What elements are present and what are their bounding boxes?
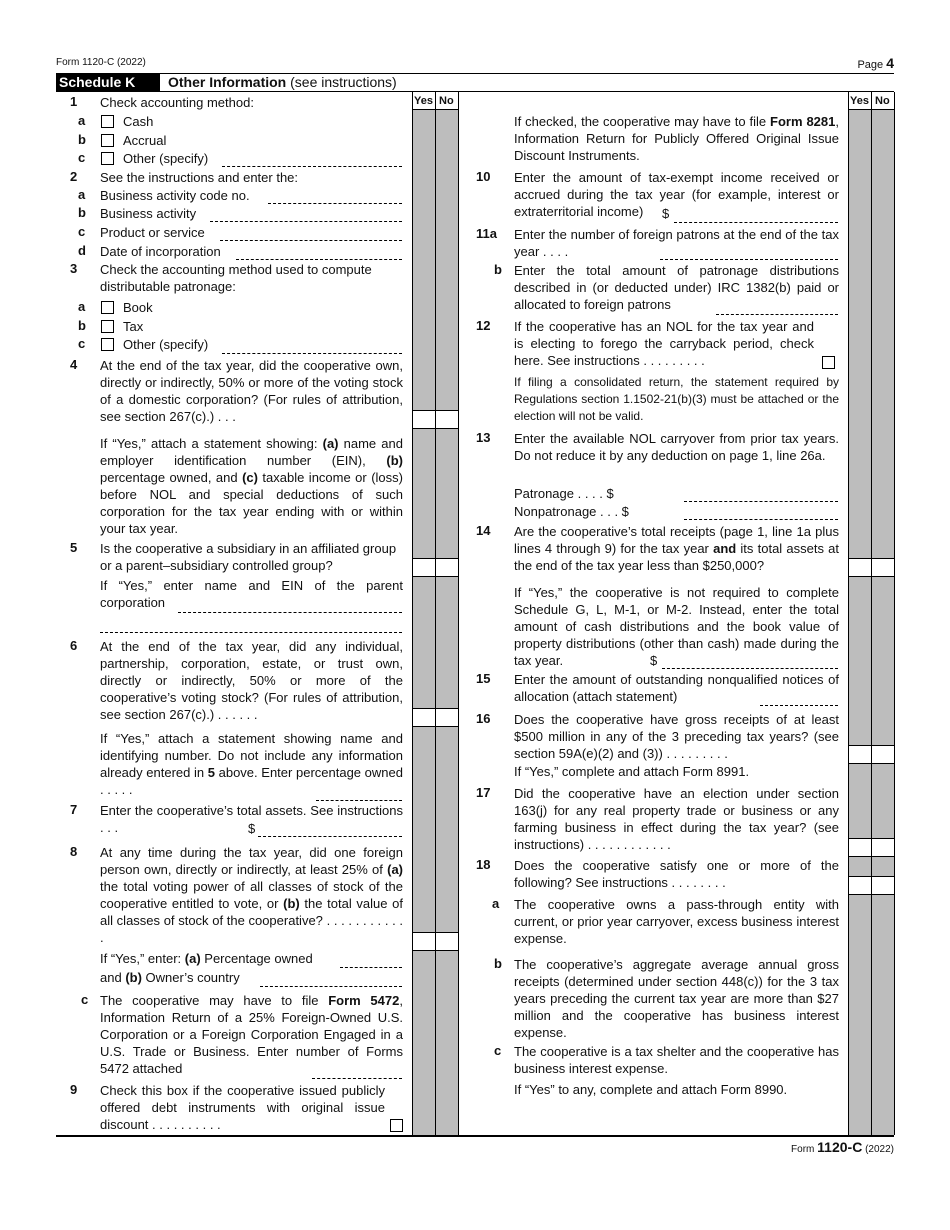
q14-text-1: Are the cooperative’s total receipts (page 1, line 1a plus lines 4 through 9) for the tax year [514, 524, 839, 556]
q8-note-b-text: Owner’s country [141, 970, 240, 985]
q2c-text: Product or service [100, 225, 205, 240]
q1b-letter: b [78, 132, 86, 147]
q8-note-pre: If “Yes,” enter: [100, 951, 185, 966]
schedule-title-rule [56, 91, 894, 92]
q8-note-and: and [100, 970, 126, 985]
q4-note-c: (c) [242, 470, 258, 485]
q1-accrual-label: Accrual [123, 133, 167, 148]
q18-text: Does the cooperative satisfy one or more of the following? See instructions . . . . . . . . [514, 858, 839, 890]
q5-yes-box[interactable] [413, 558, 435, 577]
q18a-text: The cooperative owns a pass-through entity with current, or prior year carryover, excess business interest expense. [514, 897, 839, 946]
q18c-text: The cooperative is a tax shelter and the cooperative has business interest expense. [514, 1044, 839, 1076]
q3-other-field[interactable] [222, 353, 402, 354]
q4-yes-box[interactable] [413, 410, 435, 429]
footer-year: (2022) [865, 1144, 894, 1155]
q3a-letter: a [78, 299, 86, 314]
q9-text: Check this box if the cooperative issued publicly offered debt instruments with original issue discount . . . . . . . . . . [100, 1083, 385, 1132]
q5-number: 5 [70, 540, 78, 555]
q10-number: 10 [476, 169, 491, 184]
q11a-text: Enter the number of foreign patrons at the end of the tax year . . . . [514, 227, 839, 259]
q1-text: Check accounting method: [100, 95, 254, 110]
right-no-header: No [875, 95, 890, 107]
q1a-letter: a [78, 113, 86, 128]
q18c-letter: c [494, 1043, 502, 1058]
q1-accrual-checkbox[interactable] [101, 134, 114, 147]
q10-dollar: $ [662, 206, 670, 221]
form-id: Form 1120-C (2022) [56, 57, 146, 68]
q4-note-b: (b) [386, 453, 403, 468]
schedule-title-note: (see instructions) [290, 74, 397, 90]
q5-text: Is the cooperative a subsidiary in an affiliated group or a parent–subsidiary controlled group? [100, 541, 397, 573]
q13-number: 13 [476, 430, 491, 445]
q2-text: See the instructions and enter the: [100, 170, 299, 185]
left-no-column [436, 110, 458, 1135]
q17-number: 17 [476, 785, 491, 800]
bottom-rule [56, 1135, 894, 1137]
q8-text-b: (b) [283, 896, 300, 911]
q1-other-field[interactable] [222, 166, 402, 167]
q1-other-checkbox[interactable] [101, 152, 114, 165]
q8c-form: Form 5472 [328, 993, 400, 1008]
q2d-field[interactable] [236, 259, 402, 260]
q7-text: Enter the cooperative’s total assets. See instructions . . . [100, 803, 403, 835]
q1-number: 1 [70, 94, 78, 109]
right-no-column [872, 110, 894, 1135]
q10-amount-field[interactable] [674, 222, 838, 223]
q7-dollar: $ [248, 821, 256, 836]
q9-cont-2: , Information Return for Publicly Offered Original Issue Discount Instruments. [514, 114, 839, 163]
q6-note-1: If “Yes,” attach a statement showing name and identifying number. Do not include any information already entered in [100, 731, 403, 780]
q2a-text: Business activity code no. [100, 188, 250, 203]
q4-note-a: (a) [322, 436, 339, 451]
q1-other-label: Other (specify) [123, 151, 209, 166]
q1c-letter: c [78, 150, 86, 165]
q8-note-a [100, 950, 313, 967]
q2b-text: Business activity [100, 206, 197, 221]
footer-form-word: Form [791, 1144, 815, 1155]
q8c-forms-field[interactable] [312, 1078, 402, 1079]
q8-note-a-bold: (a) [184, 951, 201, 966]
footer-form-id [791, 1139, 894, 1155]
q18-yes-box[interactable] [849, 876, 871, 895]
q3c-letter: c [78, 336, 86, 351]
q8-yes-box[interactable] [413, 932, 435, 951]
q8c-text-2: , Information Return of a 25% Foreign-Owned U.S. Corporation or a Foreign Corporation Engaged in a U.S. Trade or Business. Enter number of Forms 5472 attached [100, 993, 403, 1076]
q6-note [100, 730, 403, 798]
q18-no-box[interactable] [872, 876, 894, 895]
q8-percentage-field[interactable] [340, 967, 402, 968]
q4-note [100, 435, 403, 537]
q18-number: 18 [476, 857, 491, 872]
q2c-letter: c [78, 224, 86, 239]
q15-field[interactable] [760, 705, 838, 706]
q16-number: 16 [476, 711, 491, 726]
q14-note: If “Yes,” the cooperative is not required to complete Schedule G, L, M-1, or M-2. Instead, enter the total amount of cash distributions and the book value of property distributions (other than cash) made during the tax year. [514, 585, 839, 668]
q13-nonpatronage-field[interactable] [684, 519, 838, 520]
q6-note-2: above. Enter percentage owned . . . . . [100, 765, 403, 797]
q17-text: Did the cooperative have an election under section 163(j) for any real property trade or business or any farming business in effect during the tax year? (see instructions) . . . . . . . . . . . . [514, 786, 839, 852]
q5-parent-field-1[interactable] [178, 612, 402, 613]
q6-note-bold: 5 [207, 765, 215, 780]
q5-note: If “Yes,” enter name and EIN of the parent corporation [100, 578, 403, 610]
q16-text: Does the cooperative have gross receipts of at least $500 million in any of the 3 preceding tax years? (see section 59A(e)(2) and (3)) . . . . . . . . . [514, 712, 839, 761]
footer-form-num: 1120-C [817, 1139, 863, 1155]
q2b-field[interactable] [210, 221, 402, 222]
q6-number: 6 [70, 638, 78, 653]
q8-text-2: the total voting power of all classes of stock of the cooperative entitled to vote, or [100, 879, 403, 911]
q8-note-b [100, 969, 240, 986]
q18b-text: The cooperative’s aggregate average annual gross receipts (determined under section 448(c)) for the 3 tax years preceding the current tax year are more than $27 million and the cooperative has business interest expense. [514, 957, 839, 1040]
q16-note: If “Yes,” complete and attach Form 8991. [514, 764, 750, 779]
left-yes-header: Yes [414, 95, 433, 107]
q15-number: 15 [476, 671, 491, 686]
q14-text [514, 523, 839, 574]
q4-note-1: If “Yes,” attach a statement showing: [100, 436, 323, 451]
q2-number: 2 [70, 169, 78, 184]
q2d-letter: d [78, 243, 86, 258]
q14-number: 14 [476, 523, 491, 538]
q5-no-box[interactable] [436, 558, 458, 577]
q8-text-3: the total value of all classes of stock of the cooperative? . . . . . . . . . . . . [100, 896, 403, 945]
q4-note-4: taxable income or (loss) before NOL and special deductions of such corporation for the tax year ending with or within your tax year. [100, 470, 403, 536]
q14-amount-field[interactable] [662, 668, 838, 669]
page-number: 4 [886, 55, 894, 71]
q12-note: If filing a consolidated return, the statement required by Regulations section 1.1502-21(b)(3) must be attached or the election will not be valid. [514, 375, 839, 423]
q3-other-checkbox[interactable] [101, 338, 114, 351]
right-yes-header: Yes [850, 95, 869, 107]
q11b-letter: b [494, 262, 502, 277]
q8-text-1: At any time during the tax year, did one foreign person own, directly or indirectly, at least 25% of [100, 845, 403, 877]
q11a-field[interactable] [660, 259, 838, 260]
q6-percentage-field[interactable] [316, 800, 402, 801]
q16-no-box[interactable] [872, 745, 894, 764]
q9-cont-1: If checked, the cooperative may have to file [514, 114, 771, 129]
q3-tax-label: Tax [123, 319, 144, 334]
q8-text-a: (a) [387, 862, 403, 877]
q14-yes-box[interactable] [849, 558, 871, 577]
q8c-text-1: The cooperative may have to file [100, 993, 329, 1008]
q2a-letter: a [78, 187, 86, 202]
q3b-letter: b [78, 318, 86, 333]
q6-yes-box[interactable] [413, 708, 435, 727]
q15-text: Enter the amount of outstanding nonqualified notices of allocation (attach statement) [514, 672, 839, 704]
q12-checkbox[interactable] [822, 356, 835, 369]
q14-no-box[interactable] [872, 558, 894, 577]
q4-no-box[interactable] [436, 410, 458, 429]
schedule-title [168, 74, 397, 91]
q10-text: Enter the amount of tax-exempt income received or accrued during the tax year (for example, interest or extraterritorial income) [514, 170, 839, 219]
q1-cash-checkbox[interactable] [101, 115, 114, 128]
q5-parent-field-2[interactable] [100, 632, 402, 633]
q8-note-b-bold: (b) [125, 970, 142, 985]
q3-text-1: Check the accounting method used to compute [100, 262, 372, 277]
q8-country-field[interactable] [260, 986, 402, 987]
q6-no-box[interactable] [436, 708, 458, 727]
q4-number: 4 [70, 357, 78, 372]
q9-continued [514, 113, 839, 164]
q2b-letter: b [78, 205, 86, 220]
q3-tax-checkbox[interactable] [101, 320, 114, 333]
q13-nonpatronage: Nonpatronage . . . $ [514, 504, 629, 519]
q9-checkbox[interactable] [390, 1119, 403, 1132]
q12-text: If the cooperative has an NOL for the tax year and is electing to forego the carryback period, check here. See instructions . . . . . . . . . [514, 319, 814, 368]
q9-cont-form: Form 8281 [770, 114, 836, 129]
left-yes-column [413, 110, 435, 1135]
q14-text-2: its total assets at the end of the tax year less than $250,000? [514, 541, 840, 573]
q2d-text: Date of incorporation [100, 244, 221, 259]
q8c-letter: c [81, 992, 89, 1007]
q11b-field[interactable] [716, 314, 838, 315]
q11a-number: 11a [476, 226, 497, 241]
schedule-title-text: Other Information [168, 74, 287, 90]
q4-text: At the end of the tax year, did the cooperative own, directly or indirectly, 50% or more of the voting stock of a domestic corporation? (For rules of attribution, see section 267(c).) . . . [100, 358, 403, 424]
q4-note-2: name and employer identification number (EIN), [100, 436, 403, 468]
q14-dollar: $ [650, 653, 658, 668]
q8-no-box[interactable] [436, 932, 458, 951]
q7-assets-field[interactable] [258, 836, 402, 837]
q3-book-checkbox[interactable] [101, 301, 114, 314]
q8-note-a-text: Percentage owned [200, 951, 313, 966]
left-no-header: No [439, 95, 454, 107]
q3-text-2: distributable patronage: [100, 279, 236, 294]
q14-text-and: and [713, 541, 737, 556]
q3-other-label: Other (specify) [123, 337, 209, 352]
q13-text: Enter the available NOL carryover from prior tax years. Do not reduce it by any deduction on page 1, line 26a. [514, 431, 839, 463]
q3-number: 3 [70, 261, 78, 276]
q13-patronage-field[interactable] [684, 501, 838, 502]
q16-yes-box[interactable] [849, 745, 871, 764]
q4-note-3: percentage owned, and [100, 470, 243, 485]
q8-text [100, 844, 403, 946]
q11b-text: Enter the total amount of patronage distributions described in (or deducted under) IRC 1382(b) paid or allocated to foreign patrons [514, 263, 839, 312]
right-yes-column [849, 110, 871, 1135]
q8c-text [100, 992, 403, 1077]
q17-yes-box[interactable] [849, 838, 871, 857]
q17-no-box[interactable] [872, 838, 894, 857]
q18a-letter: a [492, 896, 500, 911]
q6-text: At the end of the tax year, did any individual, partnership, corporation, estate, or trust own, directly or indirectly, 50% or more of the cooperative’s voting stock? (For rules of attribution, see section 267(c).) . . . . . . [100, 639, 403, 722]
q1-cash-label: Cash [123, 114, 154, 129]
q12-number: 12 [476, 318, 491, 333]
q18-note: If “Yes” to any, complete and attach Form 8990. [514, 1082, 788, 1097]
q2c-field[interactable] [220, 240, 402, 241]
q13-patronage: Patronage . . . . $ [514, 486, 614, 501]
q8-number: 8 [70, 844, 78, 859]
q3-book-label: Book [123, 300, 153, 315]
page-indicator [857, 55, 894, 71]
q2a-field[interactable] [268, 203, 402, 204]
q18b-letter: b [494, 956, 502, 971]
q9-number: 9 [70, 1082, 78, 1097]
q7-number: 7 [70, 802, 78, 817]
page-label: Page [857, 59, 884, 71]
schedule-tag: Schedule K [56, 74, 160, 91]
